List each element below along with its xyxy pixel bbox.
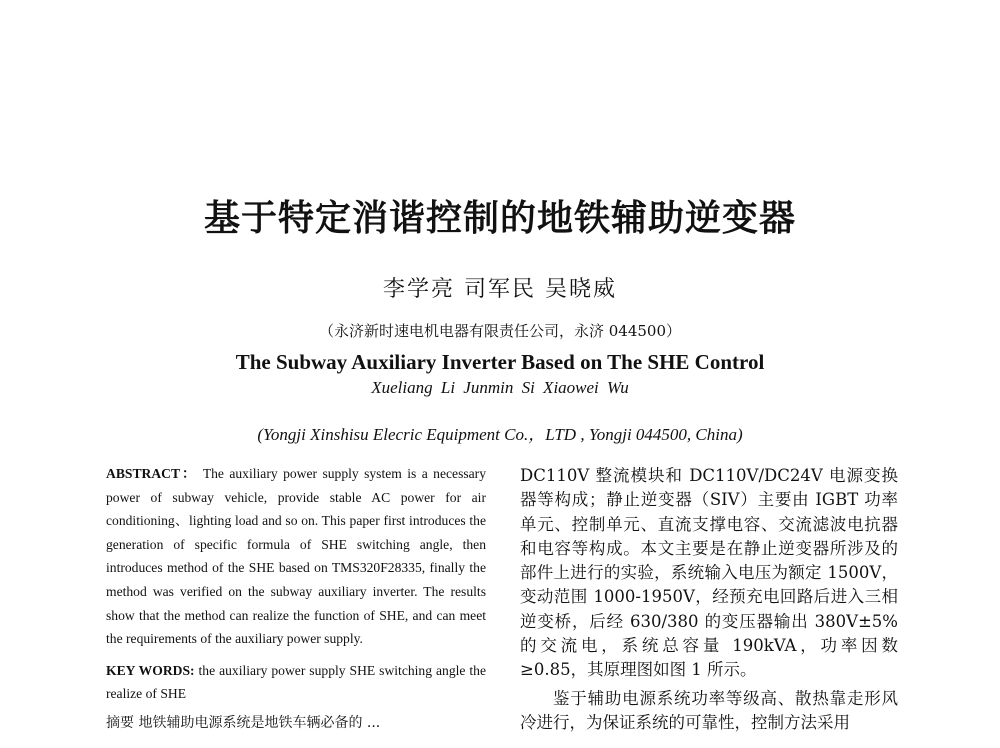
paper-title-cn: 基于特定消谐控制的地铁辅助逆变器 xyxy=(203,198,796,239)
paper-title-en: The Subway Auxiliary Inverter Based on The SHE Control xyxy=(235,350,765,374)
affiliation-cn: （永济新时速电机电器有限责任公司，永济 044500） xyxy=(318,322,682,340)
abstract-text: The auxiliary power supply system is a necessary power of subway vehicle, provide stable AC power for air conditioning、lighting load and so on. This paper first introduces the generation of specific formula of SHE switching angle, then introduces method of the SHE based on TMS320F28335, finally the method was verified on the subway auxiliary inverter. The results show that the method can realize the function of SHE, and can meet the requirements of the auxiliary power supply. xyxy=(106,466,487,647)
authors-en: Xueliang Li Junmin Si Xiaowei Wu xyxy=(371,378,629,397)
keywords-text: the auxiliary power supply SHE switching angle the realize of SHE xyxy=(106,662,486,702)
abstract xyxy=(106,462,486,651)
abstract-label: ABSTRACT： xyxy=(106,466,198,481)
keywords xyxy=(106,659,486,706)
affiliation-en: (Yongji Xinshisu Elecric Equipment Co.，LTD , Yongji 044500, China) xyxy=(257,425,743,444)
abstract-column xyxy=(106,462,486,736)
body-column xyxy=(520,464,898,735)
authors-cn: 李学亮 司军民 吴晓威 xyxy=(383,277,617,302)
body-paragraph-1: DC110V 整流模块和 DC110V/DC24V 电源变换器等构成；静止逆变器（SIV）主要由 IGBT 功率单元、控制单元、直流支撑电容、交流滤波电抗器和电容等构成。本文主要是在静止逆变器所涉及的部件上进行的实验，系统输入电压为额定 1500V，变动范围 1000-1950V，经预充电回路后进入三相逆变桥，后经 630/380 的变压器输出 380V±5%的交流电，系统总容量 190kVA，功率因数≥0.85，其原理图如图 1 所示。 xyxy=(520,466,898,680)
keywords-label: KEY WORDS: xyxy=(106,662,195,678)
abstract-cn-partial: 摘要 地铁辅助电源系统是地铁车辆必备的 ... xyxy=(106,714,381,731)
body-paragraph-2: 鉴于辅助电源系统功率等级高、散热靠走形风冷进行，为保证系统的可靠性，控制方法采用 xyxy=(520,688,898,732)
